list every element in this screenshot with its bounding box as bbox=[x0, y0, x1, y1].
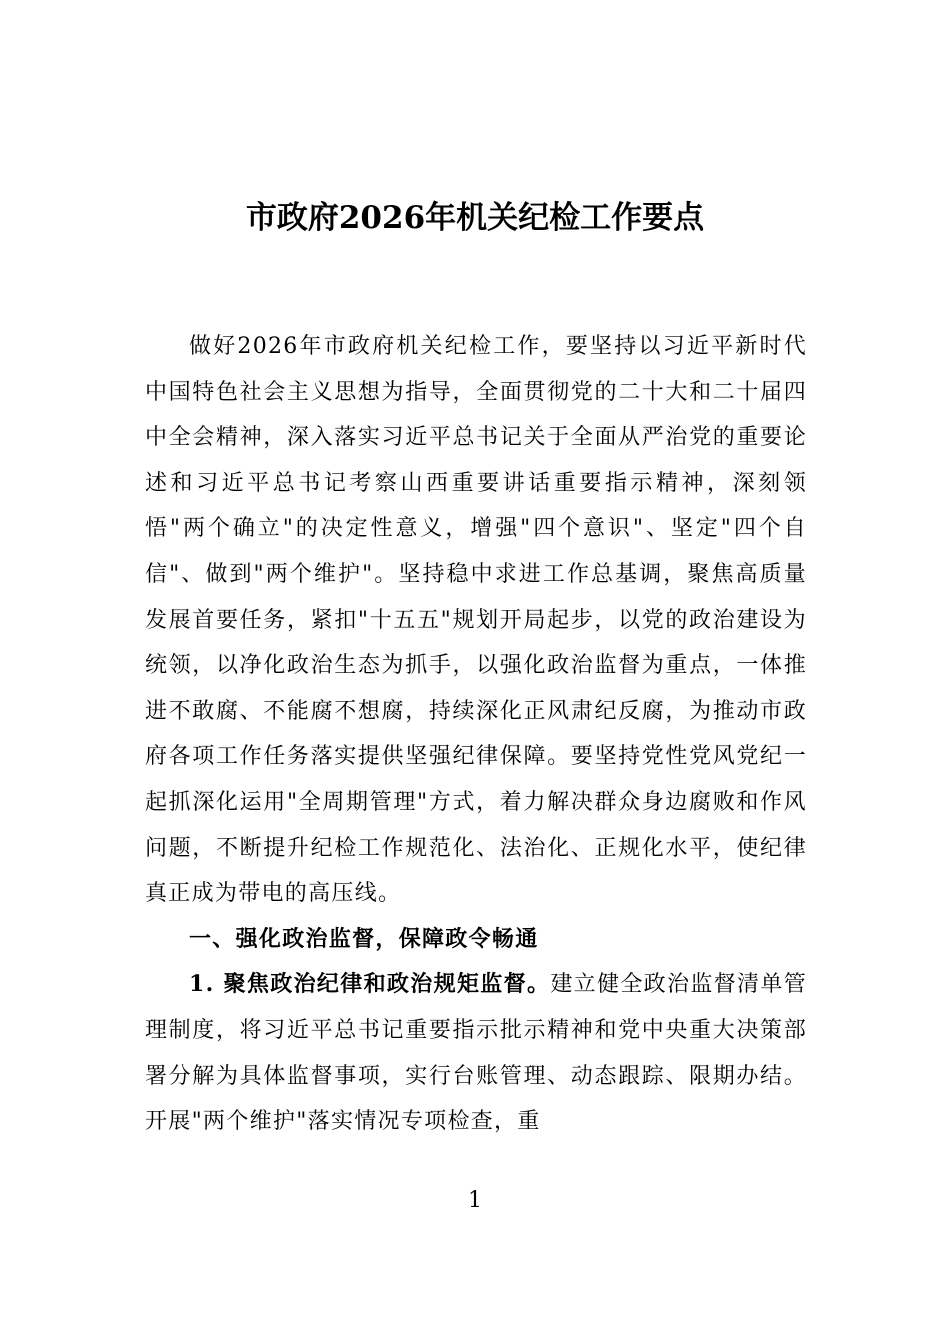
page-number: 1 bbox=[468, 1188, 482, 1213]
document-title: 市政府2026年机关纪检工作要点 bbox=[245, 200, 705, 236]
section-heading: 一、强化政治监督，保障政令畅通 bbox=[189, 926, 539, 952]
item-lead: 1. 聚焦政治纪律和政治规矩监督。 bbox=[189, 971, 551, 998]
intro-paragraph: 做好2026年市政府机关纪检工作，要坚持以习近平新时代中国特色社会主义思想为指导，全面贯彻党的二十大和二十届四中全会精神，深入落实习近平总书记关于全面从严治党的重要论述和习近平总书记考察山西重要讲话重要指示精神，深刻领悟"两个确立"的决定性意义，增强"四个意识"、坚定"四个自信"、做到"两个维护"。坚持稳中求进工作总基调，聚焦高质量发展首要任务，紧扣"十五五"规划开局起步，以党的政治建设为统领，以净化政治生态为抓手，以强化政治监督为重点，一体推进不敢腐、不能腐不想腐，持续深化正风肃纪反腐，为推动市政府各项工作任务落实提供坚强纪律保障。要坚持党性党风党纪一起抓深化运用"全周期管理"方式，着力解决群众身边腐败和作风问题，不断提升纪检工作规范化、法治化、正规化水平，使纪律真正成为带电的高压线。 bbox=[145, 334, 807, 907]
item-paragraph bbox=[145, 962, 807, 1144]
document-body bbox=[145, 324, 807, 1145]
item-text: 建立健全政治监督清单管理制度，将习近平总书记重要指示批示精神和党中央重大决策部署分解为具体监督事项，实行台账管理、动态跟踪、限期办结。开展"两个维护"落实情况专项检查，重 bbox=[145, 972, 807, 1135]
